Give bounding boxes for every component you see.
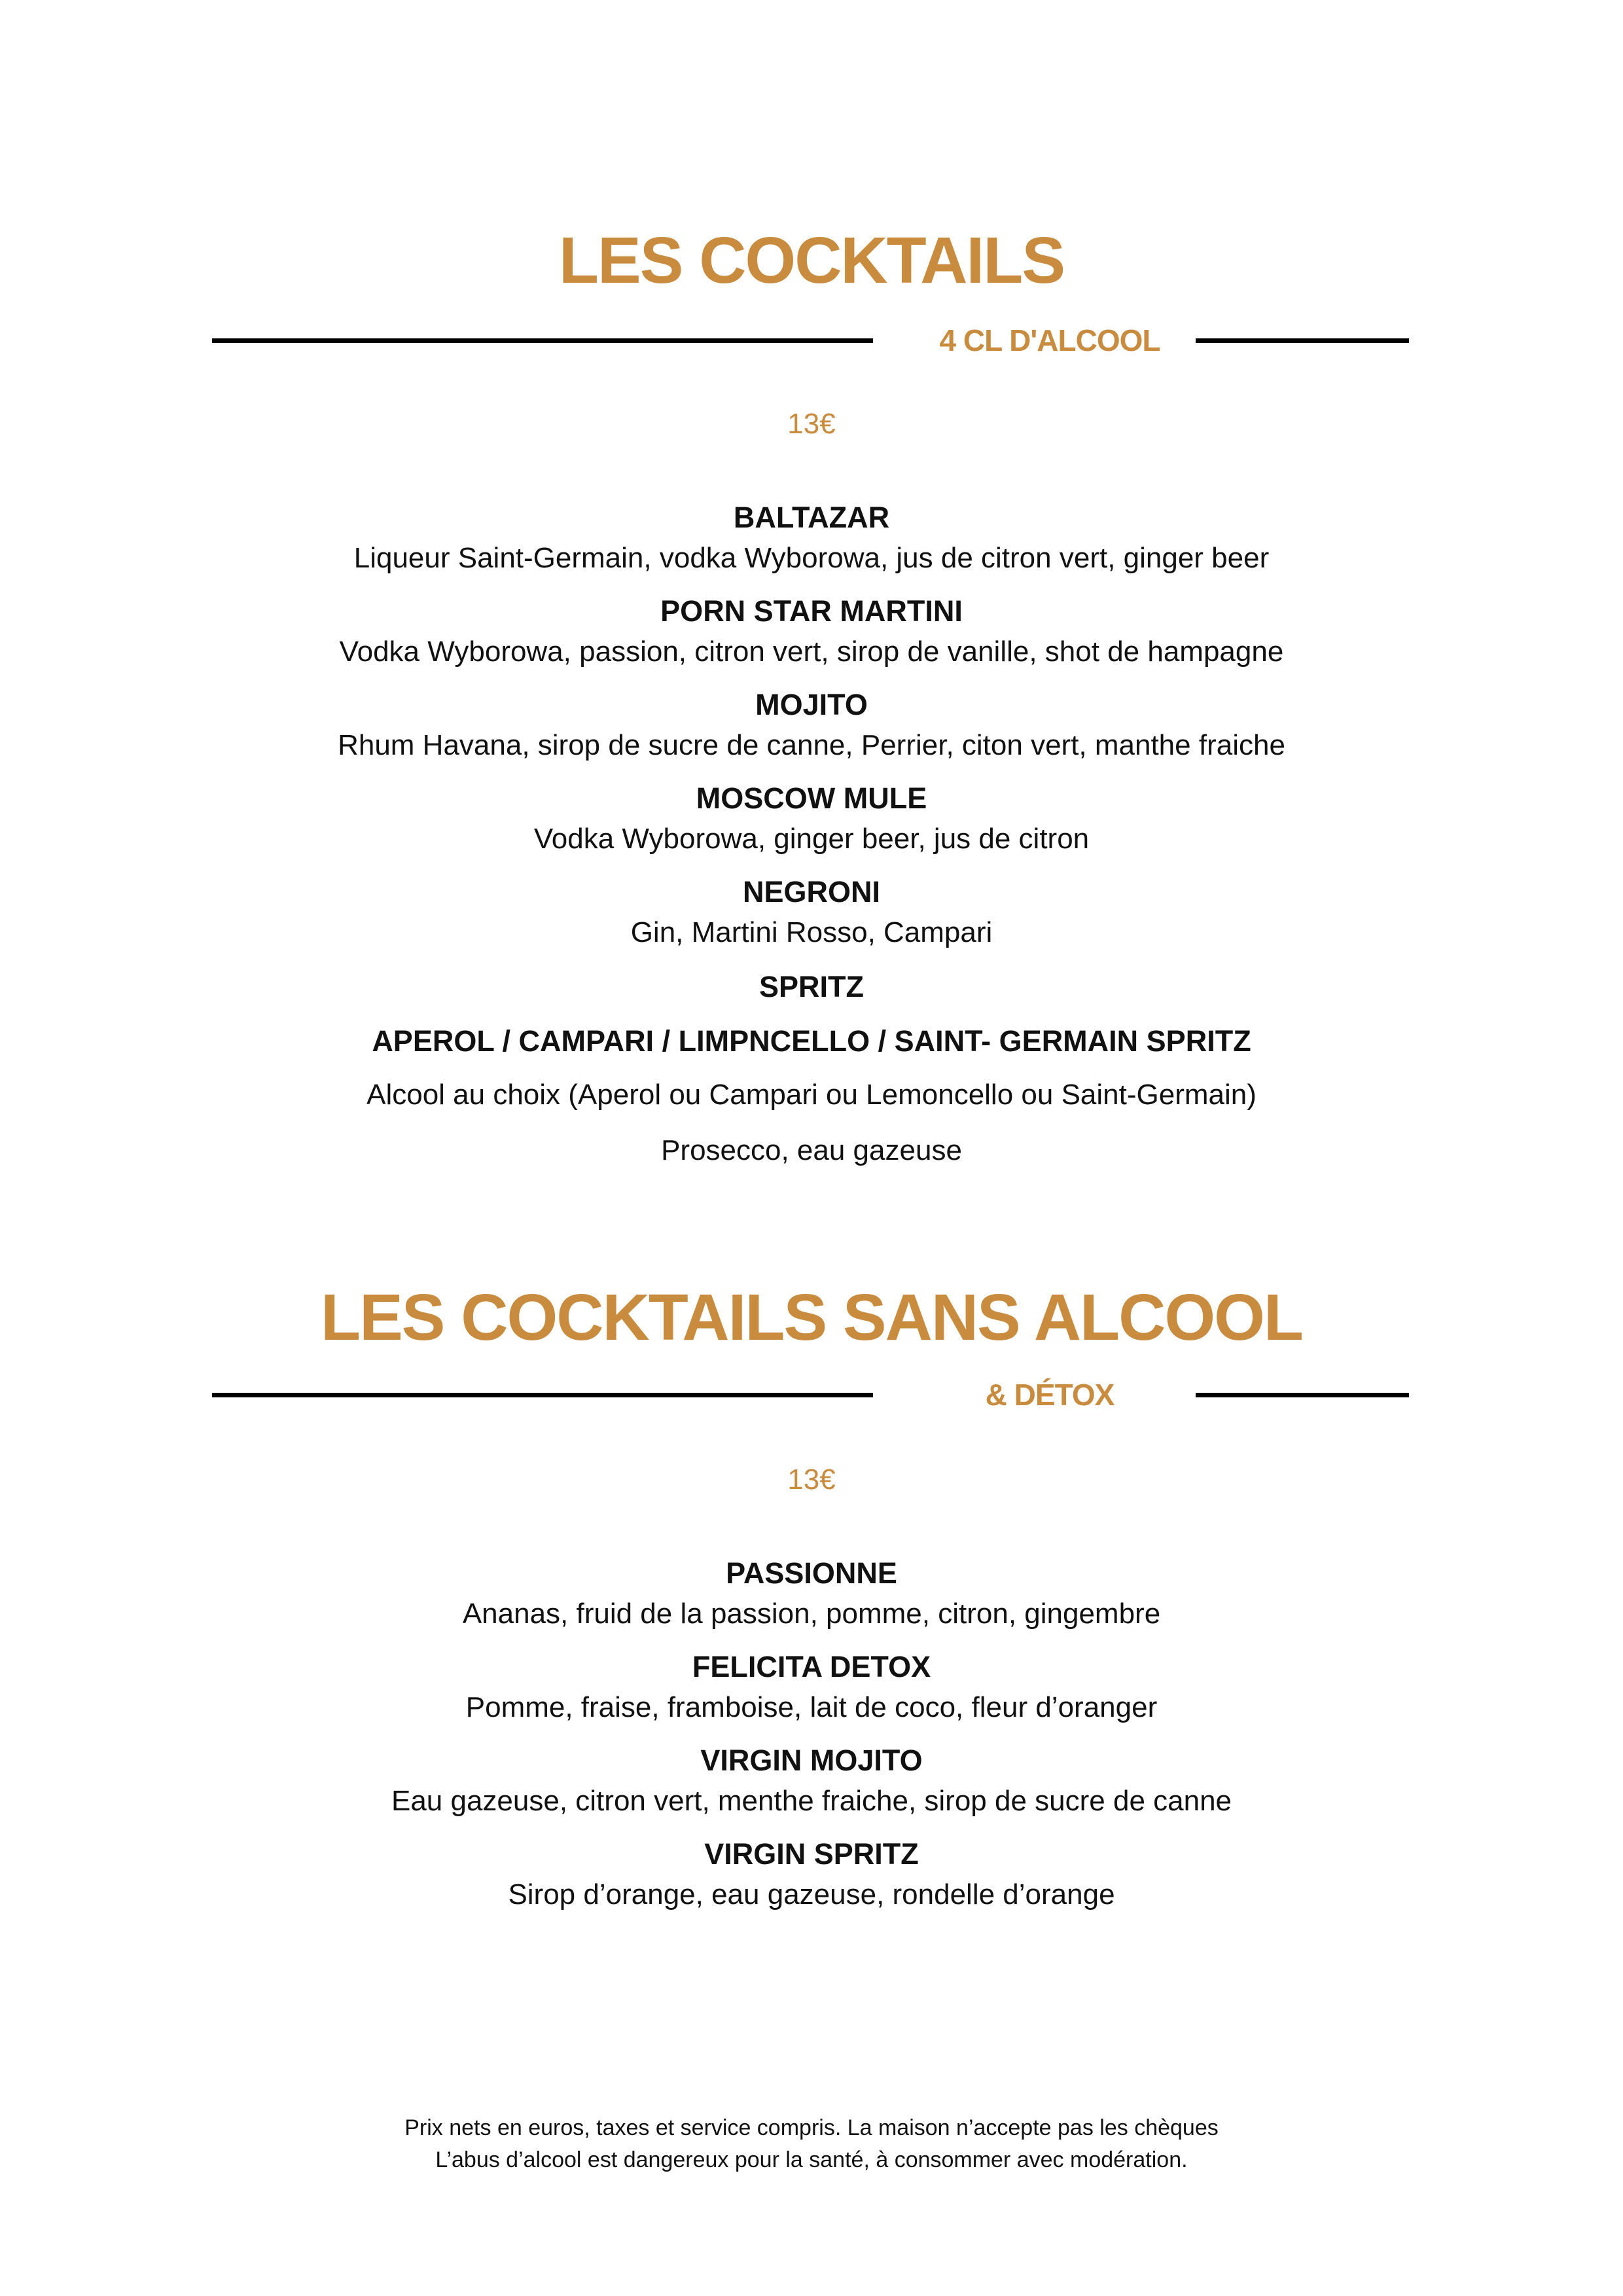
cocktail-name: MOJITO xyxy=(755,688,868,721)
cocktail-description: Eau gazeuse, citron vert, menthe fraiche, sirop de sucre de canne xyxy=(391,1785,1232,1817)
section-subtitle: & DÉTOX xyxy=(985,1378,1115,1412)
section-subtitle: 4 CL D'ALCOOL xyxy=(939,323,1160,357)
divider-left xyxy=(212,1393,873,1397)
cocktail-name: NEGRONI xyxy=(742,875,880,908)
cocktail-description: Liqueur Saint-Germain, vodka Wyborowa, jus de citron vert, ginger beer xyxy=(353,542,1270,574)
section-title: LES COCKTAILS xyxy=(558,224,1065,297)
cocktail-name: MOSCOW MULE xyxy=(696,781,927,815)
cocktail-name: PASSIONNE xyxy=(726,1556,897,1590)
price: 13€ xyxy=(787,408,836,440)
cocktail-description: Rhum Havana, sirop de sucre de canne, Perrier, citon vert, manthe fraiche xyxy=(338,729,1285,761)
cocktail-description: Alcool au choix (Aperol ou Campari ou Lemoncello ou Saint-Germain) xyxy=(366,1079,1257,1111)
cocktail-description: Ananas, fruid de la passion, pomme, citron, gingembre xyxy=(462,1598,1161,1630)
cocktail-name: BALTAZAR xyxy=(733,501,890,534)
cocktail-description: Pomme, fraise, framboise, lait de coco, fleur d’oranger xyxy=(465,1691,1158,1723)
cocktail-description: Gin, Martini Rosso, Campari xyxy=(630,916,993,948)
cocktail-description: Sirop d’orange, eau gazeuse, rondelle d’orange xyxy=(508,1878,1115,1910)
cocktail-description: Vodka Wyborowa, ginger beer, jus de citron xyxy=(533,823,1090,855)
cocktail-name: PORN STAR MARTINI xyxy=(660,594,963,628)
cocktail-name: VIRGIN SPRITZ xyxy=(704,1837,919,1871)
cocktail-description: Vodka Wyborowa, passion, citron vert, sirop de vanille, shot de hampagne xyxy=(339,636,1284,668)
price: 13€ xyxy=(787,1463,836,1496)
spritz-variants: APEROL / CAMPARI / LIMPNCELLO / SAINT- GERMAIN SPRITZ xyxy=(372,1024,1251,1058)
cocktail-name: FELICITA DETOX xyxy=(692,1650,931,1683)
section-title: LES COCKTAILS SANS ALCOOL xyxy=(321,1281,1302,1354)
footer-line: L’abus d’alcool est dangereux pour la santé, à consommer avec modération. xyxy=(435,2147,1188,2172)
divider-right xyxy=(1196,338,1409,343)
divider-right xyxy=(1196,1393,1409,1397)
cocktail-description: Prosecco, eau gazeuse xyxy=(661,1134,962,1166)
divider-left xyxy=(212,338,873,343)
cocktail-name: SPRITZ xyxy=(758,970,864,1003)
footer-line: Prix nets en euros, taxes et service compris. La maison n’accepte pas les chèques xyxy=(404,2115,1219,2140)
cocktail-name: VIRGIN MOJITO xyxy=(700,1744,923,1777)
